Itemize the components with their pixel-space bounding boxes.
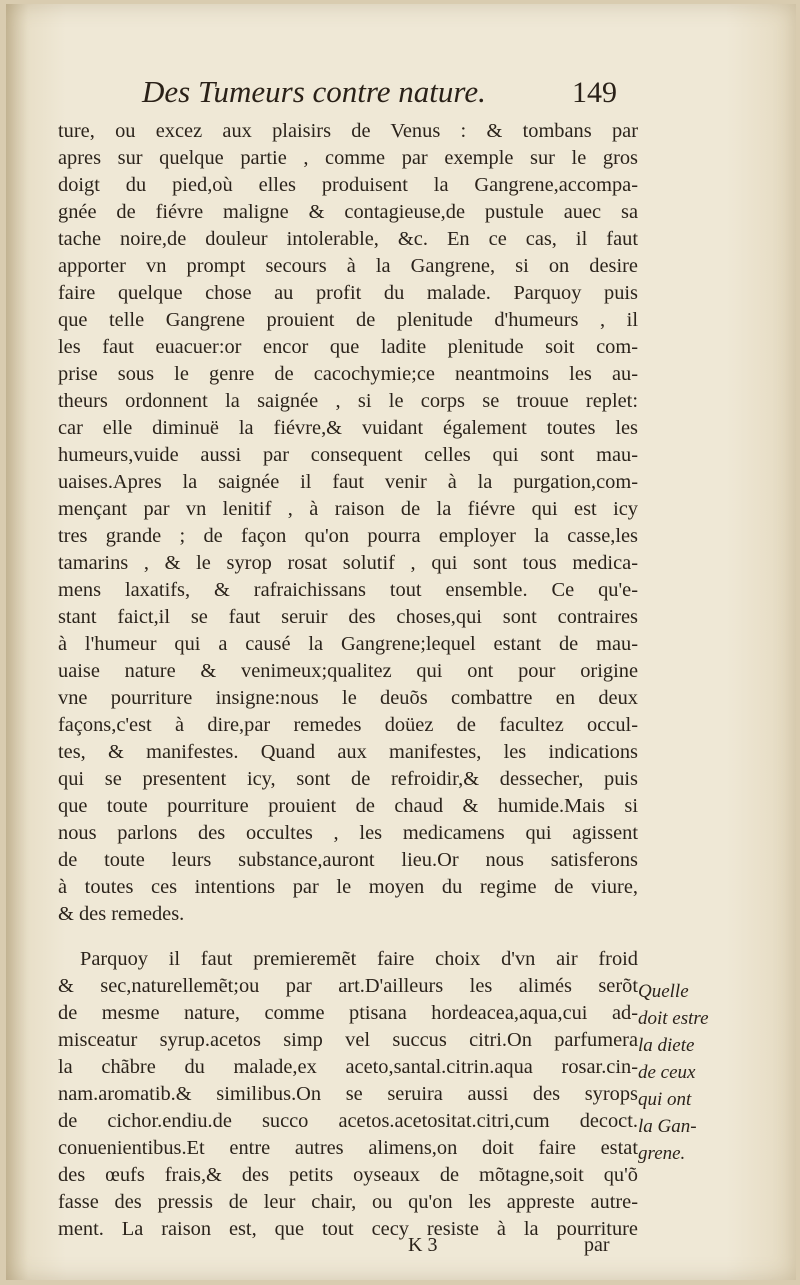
book-page [6, 4, 796, 1280]
text-line: de mesme nature, comme ptisana hordeacea,aqua,cui ad- [58, 1002, 638, 1024]
text-line: vne pourriture insigne:nous le deuõs combattre en deux [58, 687, 638, 709]
text-line: de toute leurs substance,auront lieu.Or nous satisferons [58, 849, 638, 871]
text-line: doigt du pied,où elles produisent la Gangrene,accompa- [58, 174, 638, 196]
marginal-note [638, 978, 748, 1167]
text-line: tache noire,de douleur intolerable, &c. En ce cas, il faut [58, 228, 638, 250]
text-line: mens laxatifs, & rafraichissans tout ensemble. Ce qu'e- [58, 579, 638, 601]
marginal-note-line: qui ont [638, 1089, 692, 1110]
page-number: 149 [572, 76, 617, 109]
text-line: qui se presentent icy, sont de refroidir,& dessecher, puis [58, 768, 638, 790]
marginal-note-line: la Gan- [638, 1116, 697, 1137]
text-line: à toutes ces intentions par le moyen du regime de viure, [58, 876, 638, 898]
page-footer [6, 1234, 796, 1264]
catchword: par [584, 1234, 610, 1256]
text-line: prise sous le genre de cacochymie;ce neantmoins les au- [58, 363, 638, 385]
text-line: de cichor.endiu.de succo acetos.acetositat.citri,cum decoct. [58, 1110, 638, 1132]
page-header [6, 74, 796, 114]
text-line: ment. La raison est, que tout cecy resiste à la pourriture [58, 1218, 638, 1240]
text-line: que toute pourriture prouient de chaud & humide.Mais si [58, 795, 638, 817]
text-line: que telle Gangrene prouient de plenitude d'humeurs , il [58, 309, 638, 331]
text-line: humeurs,vuide aussi par consequent celles qui sont mau- [58, 444, 638, 466]
text-line: la chãbre du malade,ex aceto,santal.citrin.aqua rosar.cin- [58, 1056, 638, 1078]
text-line: tres grande ; de façon qu'on pourra employer la casse,les [58, 525, 638, 547]
marginal-note-line: doit estre [638, 1008, 709, 1029]
text-line: uaises.Apres la saignée il faut venir à la purgation,com- [58, 471, 638, 493]
text-line: stant faict,il se faut seruir des choses,qui sont contraires [58, 606, 638, 628]
text-line: & des remedes. [58, 903, 185, 925]
text-line: car elle diminuë la fiévre,& vuidant également toutes les [58, 417, 638, 439]
text-line: tamarins , & le syrop rosat solutif , qui sont tous medica- [58, 552, 638, 574]
text-line: conuenientibus.Et entre autres alimens,on doit faire estat [58, 1137, 638, 1159]
text-line: fasse des pressis de leur chair, ou qu'on les appreste autre- [58, 1191, 638, 1213]
marginal-note-line: la diete [638, 1035, 695, 1056]
text-line: les faut euacuer:or encor que ladite plenitude soit com- [58, 336, 638, 358]
text-line: mençant par vn lenitif , à raison de la fiévre qui est icy [58, 498, 638, 520]
body-text [58, 118, 638, 1243]
text-line: nam.aromatib.& similibus.On se seruira aussi des syrops [58, 1083, 638, 1105]
running-title: Des Tumeurs contre nature. [142, 74, 486, 109]
marginal-note-line: de ceux [638, 1062, 696, 1083]
text-line: & sec,naturellemẽt;ou par art.D'ailleurs les alimés serõt [58, 975, 638, 997]
text-line: apporter vn prompt secours à la Gangrene, si on desire [58, 255, 638, 277]
text-line: uaise nature & venimeux;qualitez qui ont pour origine [58, 660, 638, 682]
text-line: theurs ordonnent la saignée , si le corps se trouue replet: [58, 390, 638, 412]
text-line: gnée de fiévre maligne & contagieuse,de pustule auec sa [58, 201, 638, 223]
marginal-note-line: Quelle [638, 981, 689, 1002]
marginal-note-line: grene. [638, 1143, 686, 1164]
text-line: Parquoy il faut premieremẽt faire choix d'vn air froid [80, 948, 638, 970]
text-line: façons,c'est à dire,par remedes doüez de facultez occul- [58, 714, 638, 736]
text-line: des œufs frais,& des petits oyseaux de mõtagne,soit qu'õ [58, 1164, 638, 1186]
text-line: ture, ou excez aux plaisirs de Venus : & tombans par [58, 120, 638, 142]
text-line: tes, & manifestes. Quand aux manifestes, les indications [58, 741, 638, 763]
text-line: à l'humeur qui a causé la Gangrene;lequel estant de mau- [58, 633, 638, 655]
text-line: nous parlons des occultes , les medicamens qui agissent [58, 822, 638, 844]
signature-mark: K 3 [408, 1234, 438, 1256]
text-line: faire quelque chose au profit du malade. Parquoy puis [58, 282, 638, 304]
text-line: apres sur quelque partie , comme par exemple sur le gros [58, 147, 638, 169]
text-line: misceatur syrup.acetos simp vel succus citri.On parfumera [58, 1029, 638, 1051]
